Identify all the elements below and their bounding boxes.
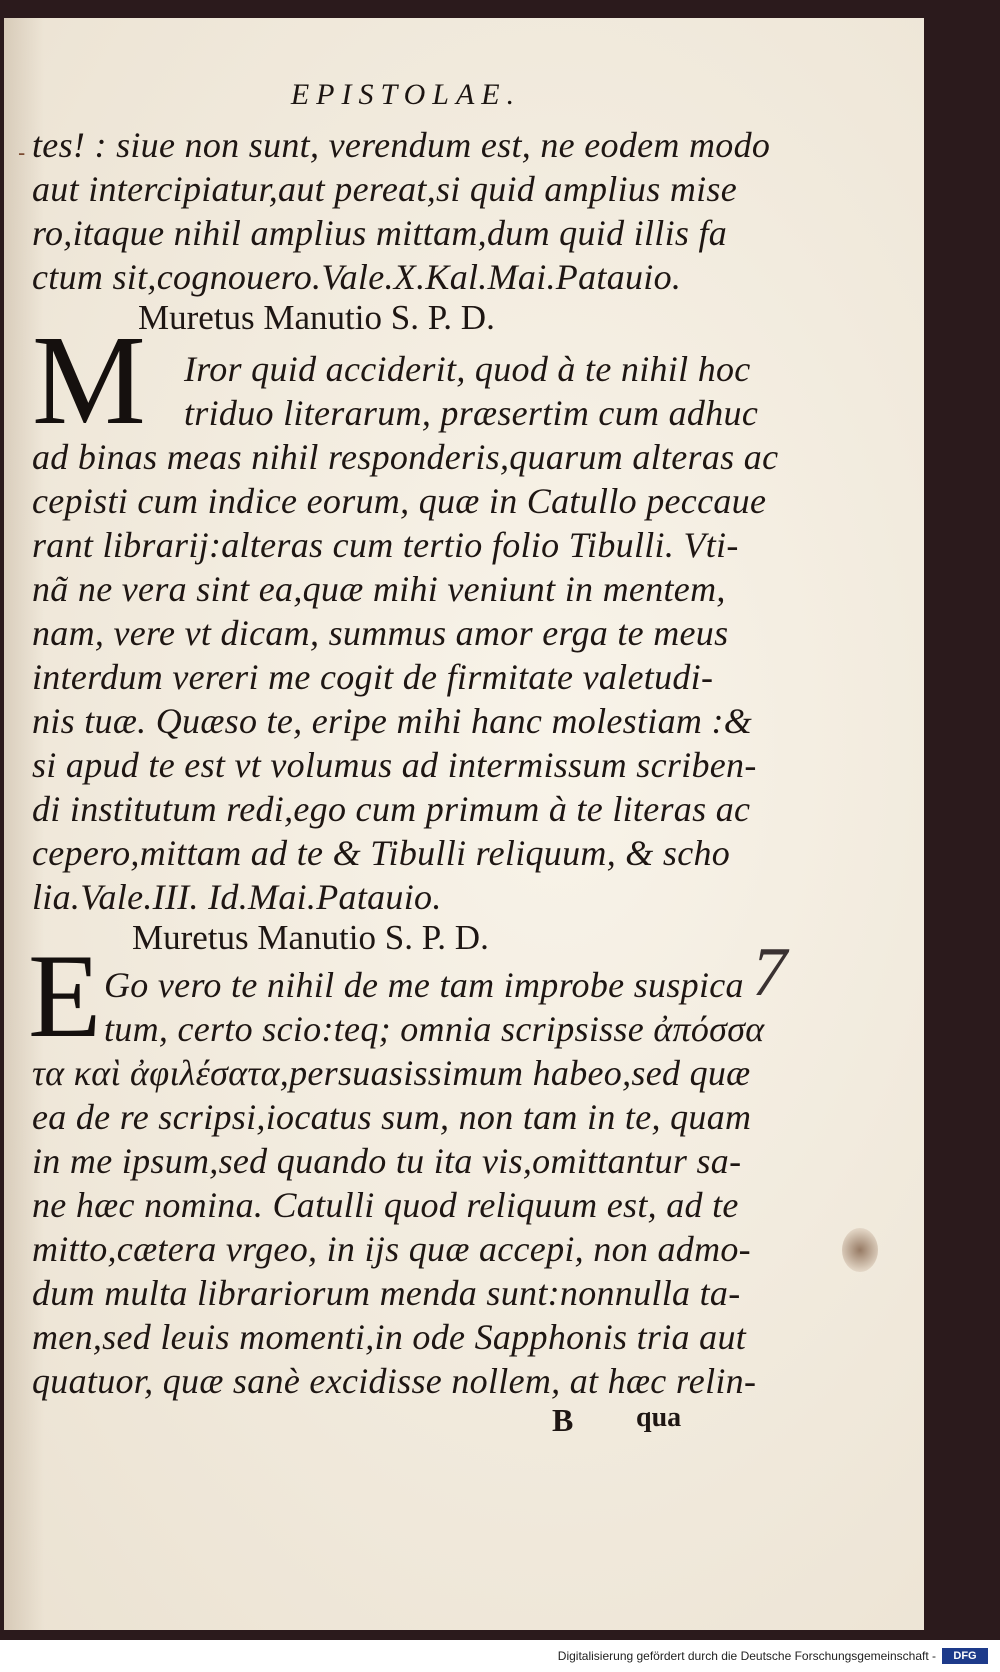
text-line: quatuor, quæ sanè excidisse nollem, at hæc relin- — [32, 1361, 757, 1401]
drop-capital: E — [28, 929, 102, 1062]
text-line: nam, vere vt dicam, summus amor erga te meus — [32, 613, 729, 653]
text-line: ea de re scripsi,iocatus sum, non tam in te, quam — [32, 1097, 752, 1137]
text-line: τα καὶ ἀφιλέσατα,persuasissimum habeo,sed quæ — [32, 1053, 751, 1093]
drop-capital: M — [32, 309, 146, 451]
salutation-heading: Muretus Manutio S. P. D. — [138, 298, 495, 337]
text-line: cepisti cum indice eorum, quæ in Catullo peccaue — [32, 481, 767, 521]
footer-bar — [0, 1640, 1000, 1672]
text-line: interdum vereri me cogit de firmitate valetudi- — [32, 657, 714, 697]
text-line: di institutum redi,ego cum primum à te literas ac — [32, 789, 751, 829]
text-line: dum multa librariorum menda sunt:nonnulla ta- — [32, 1273, 741, 1313]
text-line: nis tuæ. Quæso te, eripe mihi hanc molestiam :& — [32, 701, 753, 741]
text-line: rant librarij:alteras cum tertio folio Tibulli. Vti- — [32, 525, 739, 565]
text-line: triduo literarum, præsertim cum adhuc — [184, 393, 759, 433]
text-line: ne hæc nomina. Catulli quod reliquum est, ad te — [32, 1185, 739, 1225]
book-page — [4, 18, 924, 1630]
text-line: Go vero te nihil de me tam improbe suspica — [104, 965, 744, 1005]
dfg-logo: DFG — [942, 1648, 988, 1664]
edge-mark: - — [18, 140, 26, 165]
salutation-heading: Muretus Manutio S. P. D. — [132, 918, 489, 957]
text-line: ad binas meas nihil responderis,quarum alteras ac — [32, 437, 779, 477]
text-line: cepero,mittam ad te & Tibulli reliquum, & scho — [32, 833, 731, 873]
text-line: men,sed leuis momenti,in ode Sapphonis tria aut — [32, 1317, 747, 1357]
text-line: ro,itaque nihil amplius mittam,dum quid illis fa — [32, 213, 728, 253]
text-line: si apud te est vt volumus ad intermissum scriben- — [32, 745, 757, 785]
text-line: ctum sit,cognouero.Vale.X.Kal.Mai.Patauio. — [32, 257, 682, 297]
text-line: Iror quid acciderit, quod à te nihil hoc — [184, 349, 751, 389]
signature-mark: B — [552, 1402, 574, 1438]
text-line: tum, certo scio:teq; omnia scripsisse ἀπόσσα — [104, 1009, 765, 1049]
running-header: EPISTOLAE. — [290, 78, 522, 111]
text-line: mitto,cætera vrgeo, in ijs quæ accepi, non admo- — [32, 1229, 751, 1269]
catchword: qua — [636, 1402, 682, 1433]
text-line: lia.Vale.III. Id.Mai.Patauio. — [32, 877, 442, 917]
text-line: nã ne vera sint ea,quæ mihi veniunt in mentem, — [32, 569, 726, 609]
text-line: tes! : siue non sunt, verendum est, ne eodem modo — [32, 125, 771, 165]
text-line: aut intercipiatur,aut pereat,si quid amplius mise — [32, 169, 738, 209]
footer-credit: Digitalisierung gefördert durch die Deutsche Forschungsgemeinschaft - — [557, 1649, 936, 1663]
paper-stain — [842, 1228, 878, 1272]
margin-note: 7 — [752, 934, 787, 1011]
text-line: in me ipsum,sed quando tu ita vis,omittantur sa- — [32, 1141, 742, 1181]
